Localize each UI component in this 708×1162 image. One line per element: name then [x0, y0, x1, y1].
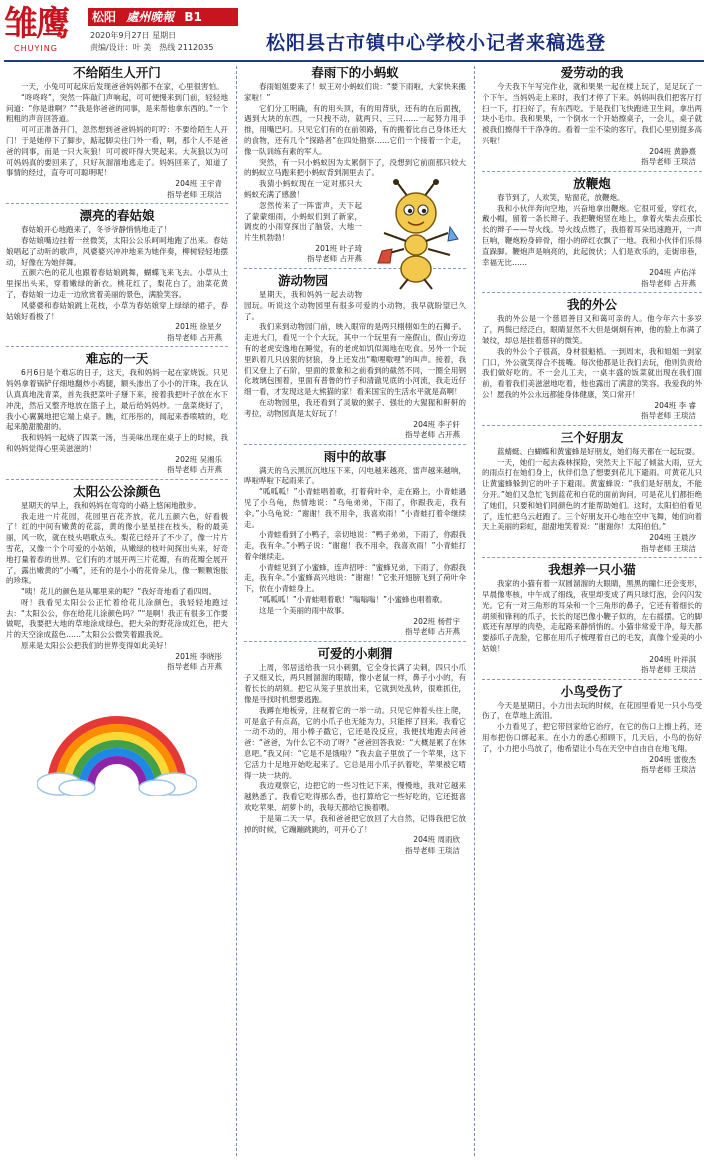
article-paragraph: 6月6日是个难忘的日子，这天，我和妈妈一起在家烧饭。只见妈妈拿着锅铲仔细地翻炒小鸡腿，额头渗出了小小的汗珠。我在认认真真地洗青菜，首先我把菜叶子掰下来，接着我把叶子放在水下冲洗，然后又整齐地放在篮子上，最后给妈妈炒。一盘菜烧好了，我小心翼翼地把它端上桌子。瞧，红彤彤的，闻起来香喷喷的，吃起来脆甜脆甜的。	[6, 368, 228, 432]
column-middle	[244, 64, 466, 1158]
article-title: 放鞭炮	[573, 175, 611, 191]
article	[482, 429, 702, 554]
teacher-line: 指导老师 占开燕	[405, 430, 460, 440]
article-title: 太阳公公涂颜色	[73, 483, 161, 499]
article	[482, 175, 702, 290]
article-paragraph: 五颜六色的花儿也跟着春姑娘跳舞，蝴蝶飞来飞去。小草从土里探出头来，穿着嫩绿的新衣。桃花红了，梨花白了，油菜花黄了，春姑娘一边走一边欣赏着美丽的景色，满脸笑容。	[6, 268, 228, 299]
article-paragraph: 在动物园里，我还看到了灵敏的猴子、强壮的大猩猩和鼾鼾的考拉，动物园真是太好玩了！	[244, 397, 466, 418]
article-title: 可爱的小刺猬	[317, 645, 393, 661]
issue-date: 2020年9月27日 星期日	[90, 31, 177, 40]
article	[244, 64, 466, 265]
article-paragraph: 我家的小猫有着一双圆溜溜的大眼睛，黑黑的瞳仁还会变形，早晨像枣核，中午成了细线，夜里却变成了两只球灯泡，会闪闪发光。它有一对三角形的耳朵和一个三角形的鼻子，它还有着细长的胡须和锋利的爪子，长长的尾巴像小鞭子似的，左右摇摆。它的脚底还有厚厚的肉垫，走起路来静悄悄的。小猫非常爱干净，每天都要舔爪子洗脸，它都在用爪子梳理着自己的毛发，真像个爱美的小姑娘！	[482, 579, 702, 653]
article-title: 不给陌生人开门	[73, 65, 161, 80]
article-paragraph: 这是一个美丽的雨中故事。	[259, 605, 349, 615]
article-divider	[6, 346, 228, 347]
article-paragraph: 于是第二天一早，我和爸爸把它放回了大自然，记得我把它放掉的时候，它蹦蹦跳跳的，可开心了！	[244, 813, 466, 834]
article-title: 爱劳动的我	[560, 65, 624, 80]
section-label: 松阳	[92, 10, 117, 24]
article-paragraph: 突然，有一只小蚂蚁因为太累倒下了，没想到它前面那只较大的蚂蚁立马跑来把小蚂蚁背到洞里去了。	[244, 157, 466, 178]
article	[6, 350, 228, 475]
article	[6, 64, 228, 200]
article-title: 难忘的一天	[85, 351, 149, 367]
article-paragraph: 小青蛙看到了小鸭子，亲切地说：“鸭子弟弟，下雨了，你跟我走，我有伞。”小鸭子说：“谢谢！我不用伞，我喜欢雨！”小青蛙打着伞继续走。	[244, 530, 466, 561]
author-line: 204班 叶祥淇	[649, 654, 696, 664]
article-paragraph: 春雨姐姐要来了！蚁王对小蚂蚁们说：“要下雨啦，大家快来搬家啦！”	[244, 82, 466, 102]
article-paragraph: 我猜小蚂蚁现在一定对那只大蚂蚁充满了感激！	[244, 179, 362, 199]
teacher-line: 指导老师 占开燕	[167, 662, 222, 672]
article-paragraph: 小力看见了，把它带回家给它治疗，在它的伤口上擦上药，还用布把伤口绑起来。在小力的悉心照顾下，几天后，小鸟的伤好了，小力把小鸟放了，他希望让小鸟在天空中自由自在地飞翔。	[482, 722, 702, 753]
article-paragraph: 一天，小兔可可起床后发现爸爸妈妈都不在家，心里很害怕。	[21, 82, 224, 91]
brand-name-en: CHUYING	[14, 44, 58, 53]
author-line: 202班 吴湘乐	[175, 454, 222, 464]
author-line: 201班 徐星夕	[175, 322, 222, 332]
article-paragraph: 我们来到动物园门前，映入眼帘的是两只栩栩如生的石狮子。走进大门，看见一个个大玩，其中一个玩里有一座假山，假山旁边有的老虎安逸地在睡觉，有的老虎如饥似渴地在吃食。另外一个玩里趴着几只凶狠的豺狼，身上还发出“嗷哩嗷哩”的叫声。接着，我们又登上了石阶，里面的景象和之前看到的截然不同，一圈全用钢化玻璃包围着，里面有普鲁的竹子和清澈见底的小河流，我走近仔细一看，才发现这是大熊猫的家！看来国宝的生活水平就是高啊！	[244, 322, 466, 397]
teacher-line: 指导老师 王琰洁	[641, 543, 696, 553]
article-paragraph: 上周，邻居送给我一只小刺猬，它全身长满了尖刺，四只小爪子又细又长，两只圆溜溜的眼睛，像小老鼠一样，鼻子小小的，有着长长的胡须。把它从笼子里放出来，它就到处乱转，很难抓住，像是寻找时机想要逃跑。	[244, 662, 466, 705]
article	[6, 483, 228, 673]
article-paragraph: 原来是太阳公公把我们的世界变得如此美好！	[21, 641, 171, 651]
teacher-line: 指导老师 王琰洁	[405, 845, 460, 855]
article-title: 漂亮的春姑娘	[79, 208, 155, 224]
article-paragraph: 可可正准备开门，忽然想到爸爸妈妈的叮咛：不要给陌生人开门！于是她停下了脚步，踮起脚尖往门外一看，啊，那个人不是爸爸的同事，而是一只大灰狼！可可被吓得大哭起来。大灰狼以为可可妈妈真的要回来了，只好灰溜溜地逃走了。妈妈回来了，知道了事情的经过，直夸可可聪明呢！	[6, 125, 228, 178]
author-line: 204班 卢佑洋	[649, 268, 696, 278]
article-paragraph: 星期天的早上，我和妈妈在弯弯的小路上悠闲地散步。	[21, 500, 201, 510]
article-paragraph: 我蹲在地板旁，注视着它的一举一动。只见它伸着头往上爬，可是盒子有点高，它的小爪子也无能为力，只能摔了回来。我看它一动不动的，用小棒子戳它，它还是没反应，我便找地跑去问爸爸：“爸爸，为什么它不动了呀？”爸爸回答我说：“大概是累了在休息吧。”我又问：“它是不是饿啦？”我去盒子里放了一个苹果，这下它活力十足地开始吃起来了。它总是用小爪子扒着吃，苹果被它啃得一块一块的。	[244, 705, 466, 780]
teacher-line: 指导老师 占开燕	[167, 332, 222, 342]
brand-logo	[4, 4, 88, 56]
teacher-line: 指导老师 王琰洁	[641, 411, 696, 421]
article-divider	[482, 171, 702, 172]
teacher-line: 指导老师 占开燕	[167, 465, 222, 475]
article-title: 小鸟受伤了	[560, 683, 624, 699]
article-paragraph: 我和妈妈一起烧了四菜一汤，当美味出现在桌子上的时候，我和妈妈觉得心里美滋滋的！	[6, 433, 228, 453]
article-paragraph: “呱呱呱！”小青蛙唱着歌，打着荷叶伞，走在路上，小青蛙遇见了小乌龟，热情地说：“乌龟弟弟，下雨了，你跟我走，我有伞。”小乌龟说：“谢谢！我不用伞，我喜欢雨！”小青蛙打着伞继续走。	[244, 487, 466, 529]
author-line: 204班 周雨欣	[413, 835, 460, 845]
article	[482, 64, 702, 168]
article-paragraph: 春姑娘开心地跑来了，冬爷爷静悄悄地走了！	[21, 225, 171, 235]
article-paragraph: 小青蛙见到了小蜜蜂，连声招呼：“蜜蜂兄弟，下雨了，你跟我走，我有伞。”小蜜蜂高兴地说：“谢谢！”它张开翅膀飞到了荷叶伞下，依在小青蛙身上。	[244, 562, 466, 594]
article-divider	[482, 292, 702, 293]
article-paragraph: 我的外公个子很高，身材很魁梧。一到周末，我和姐姐一到家门口，外公就笑得合不拢嘴。每次他都是让我们去玩，他则负责给我们做好吃的。不一会儿工夫，一桌丰盛的饭菜就出现在我们面前，看着我们美滋滋地吃着，他也露出了满意的笑容。我爱我的外公！愿我的外公永远都能身体健康，笑口常开！	[482, 346, 702, 399]
brand-name: 雏鹰	[4, 4, 68, 44]
article-title: 我想养一只小猫	[548, 562, 636, 578]
author-line: 204班 李 睿	[654, 400, 696, 410]
author-line: 204班 王宇青	[175, 179, 222, 189]
article-title: 春雨下的小蚂蚁	[311, 65, 399, 80]
article-divider	[482, 425, 702, 426]
teacher-line: 指导老师 王琰洁	[641, 157, 696, 167]
author-line: 204班 王晨汐	[649, 533, 696, 543]
article-paragraph: 今天是星期日，小力出去玩的时候，在花园里看见一只小鸟受伤了，在草地上流泪。	[482, 700, 702, 721]
article-title: 三个好朋友	[560, 429, 624, 445]
article-divider	[6, 479, 228, 480]
column-right	[482, 64, 702, 1158]
ant-illustration	[366, 179, 466, 291]
article-divider	[482, 679, 702, 680]
article-divider	[244, 641, 466, 642]
article-title: 我的外公	[566, 297, 617, 313]
article-paragraph: 我边观察它，边把它的一些习性记下来，慢慢地，我对它越来越熟悉了。我看它吃得那么香，也打算给它一些好吃的，它还挺喜欢吃苹果、胡萝卜的，我每天都给它换着喂。	[244, 781, 466, 813]
article-paragraph: “呱呱呱！”小青蛙唱着歌！“嗡嗡嗡！”小蜜蜂也唱着歌。	[259, 595, 448, 605]
masthead	[0, 0, 708, 62]
article	[482, 683, 702, 776]
article-paragraph: 春节到了，人欢笑，贴窗花，放鞭炮。	[497, 192, 625, 202]
article-divider	[244, 444, 466, 445]
article-paragraph: 我和小伙伴奔向空地，兴奋地拿出鞭炮。它很可爱，穿红衣，戴小帽，留着一条长辫子。我把鞭炮竖在地上，拿着火柴去点那长长的辫子——导火线。导火线点燃了，我捂着耳朵迅速跑开，一声巨响，鞭炮粉身碎骨，细小的碎红衣飘了一地。我和小伙伴们乐得直跺脚。鞭炮声是响亮的，此起彼伏；人们是欢乐的，走街串巷，幸福无比……	[482, 203, 702, 267]
author-line: 204班 李子轩	[413, 419, 460, 429]
editor-line: 责编/设计：叶 美 热线 2112035	[90, 43, 214, 52]
article-paragraph: 呀！我看见太阳公公正忙着给花儿涂颜色，我轻轻地跑过去：“太阳公公，你在给花儿涂颜色吗？”“是啊！我正有很多工作要做呢，我要把大地的草地涂成绿色，把大朵的野花涂成红色，把大片的天空涂成蓝色……”太阳公公微笑着跟我说。	[6, 597, 228, 640]
page-headline: 松阳县古市镇中心学校小记者来稿选登	[266, 32, 607, 54]
paper-name: 處州晚報	[126, 10, 175, 24]
author-line: 201班 叶子琦	[315, 243, 362, 253]
article-divider	[6, 203, 228, 204]
teacher-line: 指导老师 王琰洁	[167, 189, 222, 199]
article-paragraph: 我走进一片花园，花园里百花齐放，花儿五颜六色，好看极了！红的中间有嫩黄的花蕊，黄的像小星星挂在枝头，粉的最美丽，风一吹，就在枝头唱歌点头。梨花已经开了不少了，像一片片雪花，又像一个个可爱的小姑娘，从嫩绿的枝叶间探出头来，好奇地打量着春的世界。它们有的才展开两三片花瓣，有的花瓣全展开了，露出嫩黄的“小嘴”，还有的是小小的花骨朵儿，像一颗颗饱胀的珍珠。	[6, 511, 228, 586]
article	[482, 296, 702, 421]
article-paragraph: 我的外公是一个慈眉善目又和蔼可亲的人。他今年六十多岁了，两鬓已经泛白，眼睛显然不大但是炯炯有神，他的脸上布满了皱纹，却总是挂着慈祥的微笑。	[482, 314, 702, 345]
article	[6, 207, 228, 343]
article-paragraph: 风婆婆和春姑娘跳上花枝，小草为春姑娘穿上绿绿的裙子，春姑娘好看极了！	[6, 300, 228, 321]
author-line: 202班 杨哲宇	[413, 616, 460, 626]
article-paragraph: 一天，她们一起去森林探险，突然天上下起了倾盆大雨，豆大的雨点打在她们身上，伙伴们急了想要到花儿下避雨。可黄花儿只让黄蜜蜂躲到它的叶子下避雨。黄蜜蜂说：“我们是好朋友，不能分开。”她们又急忙飞到蓝花和白花的面前询问，可是花儿们都拒绝了她们，只要和她们同颜色的才能帮助她们。这时，太阳伯伯看见了，连忙把乌云赶跑了。三个好朋友开心地在空中飞舞，她们向着天上美丽的彩虹，甜甜地笑着说：“谢谢你！太阳伯伯。”	[482, 457, 702, 532]
article-paragraph: “咦！花儿的颜色是从哪里来的呢？”我好奇地看了看四周。	[21, 587, 217, 597]
author-line: 204班 黄静熹	[649, 146, 696, 156]
author-line: 204班 雷俊杰	[649, 754, 696, 764]
article-paragraph: 满天的乌云黑沉沉地压下来，闪电越来越亮，雷声越来越响，哗啦哗啦下起雨来了。	[244, 465, 466, 486]
teacher-line: 指导老师 王琰洁	[641, 765, 696, 775]
section-bar	[88, 8, 238, 26]
rainbow-illustration	[37, 676, 197, 796]
article	[244, 645, 466, 857]
rainbow-icon	[37, 676, 197, 796]
article-paragraph: 它们分工明确，有的用头顶，有的用背驮，还有的在后面拽，遇到大块的东西，一只拽不动，就两只、三只……一起努力用手推，用嘴巴叼。只见它们有的在前领路，有的搬着比自己身体还大的食物，还有几个“探路者”在四处勘察……它们一个接着一个走，像一队训练有素的军人。	[244, 103, 466, 156]
column-left	[6, 64, 228, 1158]
teacher-line: 指导老师 占开燕	[641, 278, 696, 288]
article-paragraph: 星期天，我和妈妈一起去动物园玩。听说这个动物园里有很多可爱的小动物，我早就盼望已久了。	[244, 289, 466, 321]
article-paragraph: 春姑娘嘴边挂着一丝微笑，太阳公公乐呵呵地跑了出来。春姑娘唱起了动听的歌声，风婆婆兴冲冲地来为她伴奏，柳树轻轻地摆动，好像在为她伴舞。	[6, 235, 228, 267]
teacher-line: 指导老师 占开燕	[307, 254, 362, 264]
teacher-line: 指导老师 占开燕	[405, 627, 460, 637]
ant-icon	[366, 179, 466, 291]
article-title: 游动物园	[277, 272, 328, 288]
author-line: 201班 李晓彤	[175, 651, 222, 661]
article-divider	[482, 557, 702, 558]
page-number: B1	[184, 10, 202, 24]
header-rule	[4, 60, 704, 62]
column-separator	[474, 66, 475, 1156]
article-paragraph: 蓝蜻蜓、白蝴蝶和黄蜜蜂是好朋友，她们每天都在一起玩耍。	[497, 446, 700, 456]
article-paragraph: “咚咚咚”，突然一阵敲门声响起，可可便慢来到门前，轻轻地问道：“你是谁啊？”“我是你爸爸的同事，是来帮他拿东西的。”一个粗粗的声音回答道。	[6, 92, 228, 124]
article	[482, 561, 702, 676]
column-separator	[236, 66, 237, 1156]
article	[244, 448, 466, 638]
article-paragraph: 今天我下午写完作业，就和果果一起在楼上玩了，足足玩了一个下午。当妈妈走上来时，我们才停了下来。妈妈叫我们把客厅打扫一下，打扫好了，有东西吃。于是我们飞快跑进卫生间，拿出两块小毛巾。我和果果，一个倒水一个开始擦桌子，一会儿，桌子就被我们擦得干干净净的。看着一尘不染的客厅，我们心里别提多高兴啦！	[482, 82, 702, 145]
article-title: 雨中的故事	[323, 448, 387, 464]
article-paragraph: 忽然传来了一阵雷声，天下起了蒙蒙细雨，小蚂蚁们到了新家，调皮的小雨穿探出了脑袋，大地一片生机勃勃！	[244, 200, 362, 243]
teacher-line: 指导老师 王琰洁	[641, 665, 696, 675]
article	[244, 272, 466, 441]
